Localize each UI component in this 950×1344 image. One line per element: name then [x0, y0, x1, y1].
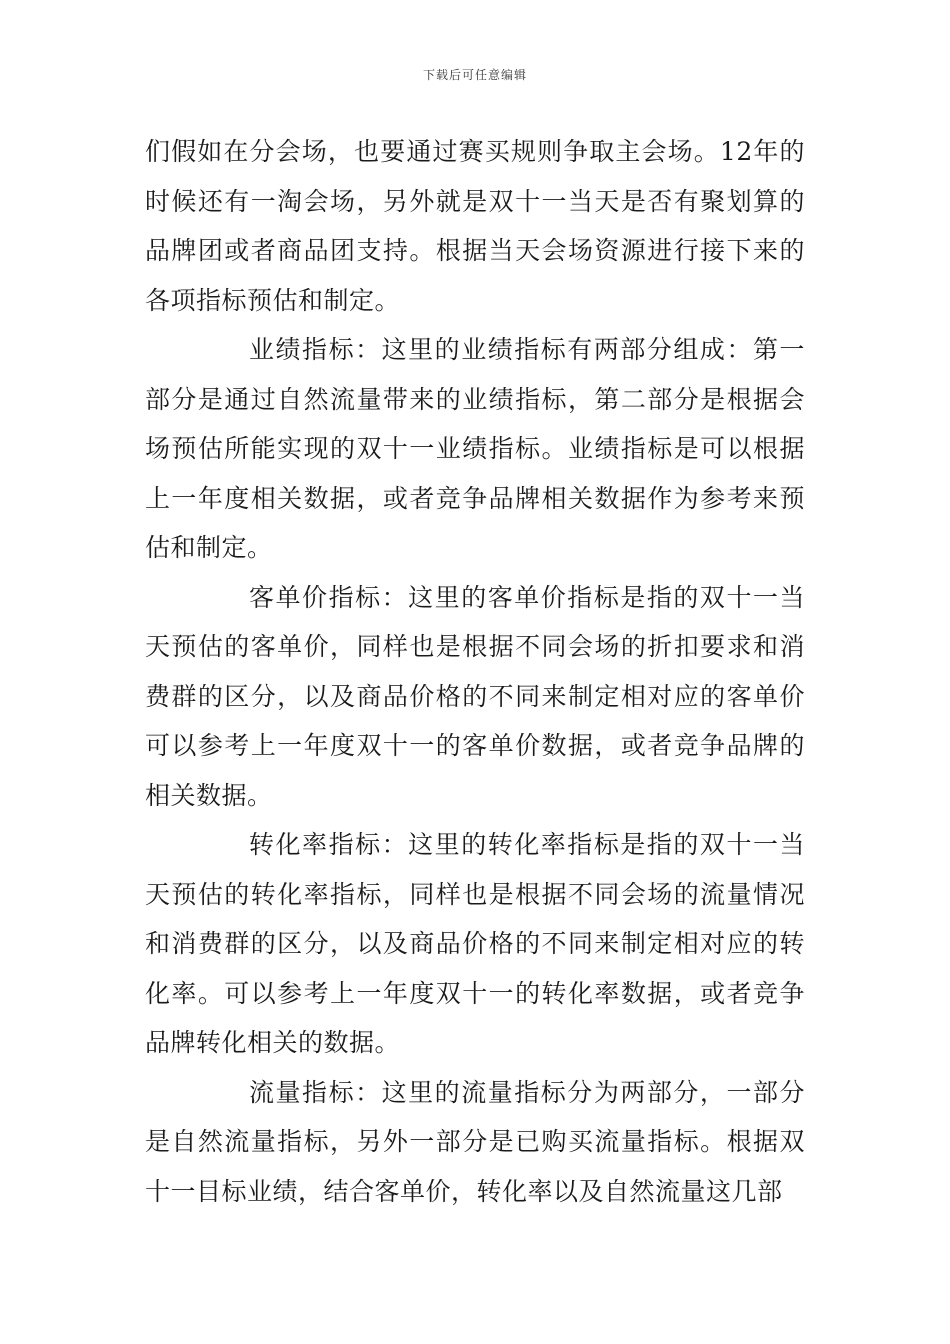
paragraph-continuation: 们假如在分会场，也要通过赛买规则争取主会场。12年的时候还有一淘会场，另外就是双十一当天是否有聚划算的品牌团或者商品团支持。根据当天会场资源进行接下来的各项指标预估和制定。: [145, 137, 805, 315]
document-body: [145, 127, 805, 1216]
paragraph-performance-metrics: 业绩指标：这里的业绩指标有两部分组成：第一部分是通过自然流量带来的业绩指标，第二部分是根据会场预估所能实现的双十一业绩指标。业绩指标是可以根据上一年度相关数据，或者竞争品牌相关数据作为参考来预估和制定。: [145, 335, 805, 562]
paragraph-average-order-value: 客单价指标：这里的客单价指标是指的双十一当天预估的客单价，同样也是根据不同会场的折扣要求和消费群的区分，以及商品价格的不同来制定相对应的客单价可以参考上一年度双十一的客单价数据，或者竞争品牌的相关数据。: [145, 582, 805, 810]
page-header: 下载后可任意编辑: [422, 68, 527, 82]
paragraph-traffic-metrics: 流量指标：这里的流量指标分为两部分，一部分是自然流量指标，另外一部分是已购买流量指标。根据双十一目标业绩，结合客单价，转化率以及自然流量这几部: [145, 1077, 805, 1206]
paragraph-conversion-rate: 转化率指标：这里的转化率指标是指的双十一当天预估的转化率指标，同样也是根据不同会场的流量情况和消费群的区分，以及商品价格的不同来制定相对应的转化率。可以参考上一年度双十一的转化率数据，或者竞争品牌转化相关的数据。: [145, 830, 805, 1057]
